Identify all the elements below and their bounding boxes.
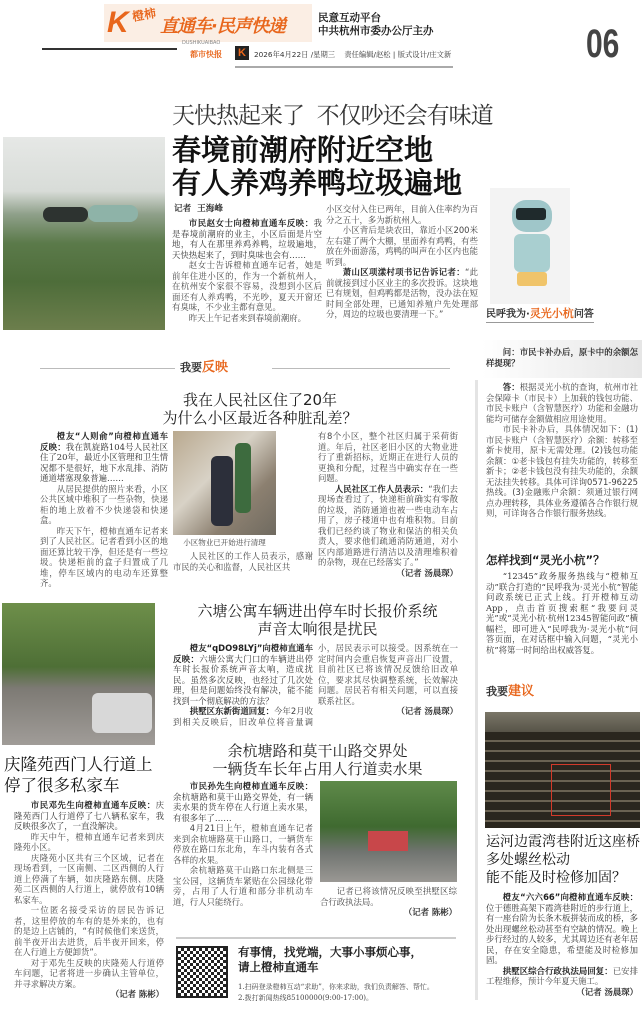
section-suggest-highlight: 建议 xyxy=(508,684,535,699)
logo-title: 直通车·民声快递 xyxy=(160,16,285,37)
issue-editor: 责任编辑/赵松 xyxy=(344,50,391,59)
story6-quote: 位于德胜高架下霞湾巷附近的步行道上，有一座台阶为长条木板拼装而成的桥，多处出现螺丝松动甚至有空缺的情况。晚上步行经过的人较多，尤其周边还有老年居民，存在安全隐患，希望能及时检修加固。 xyxy=(486,902,638,965)
story3-headline xyxy=(170,602,465,638)
lead-headline-1: 春境前潮府附近空地 xyxy=(172,133,434,167)
story4-source: 市民邓先生向橙柿直通车反映： xyxy=(30,800,156,810)
section-rule-right xyxy=(272,368,450,369)
qa-caption-highlight: 灵光小杭 xyxy=(529,307,574,320)
story4-byline: （记者 陈彬） xyxy=(110,989,164,999)
story4-body xyxy=(14,800,164,1000)
story4-photo-street xyxy=(2,603,155,745)
promo-line1: 1.扫码登录橙柿互动“求助”，你来求助，我们负责解答、帮忙。 xyxy=(238,983,434,991)
howto-text: “12345”政务服务热线与“橙柿互动”联合打造的“民呼我为·灵光小杭”智能问政系统已正式上线。打开橙柿互动App，点击首页搜索框“我要问灵光”或“灵光小杭·杭州12345智能问政”横幅栏，即可进入“民呼我为·灵光小杭”问答页面，在对话框中输入问题，“灵光小杭”将第一时间给出权威答复。 xyxy=(486,571,638,655)
story6-body xyxy=(486,892,638,997)
qa-question: 问：市民卡补办后，原卡中的余额怎样提现？ xyxy=(486,347,638,368)
column-divider xyxy=(475,380,478,1000)
platform-line1: 民意互动平台 xyxy=(318,12,381,24)
qa-caption-prefix: 民呼我为· xyxy=(486,309,530,320)
story2-p4: 有8个小区，整个社区归属于采荷街道。年后，社区老旧小区的大物业进行了重新招标，近期正在进行人员的更换和分配，过程当中确实存在一些问题。 xyxy=(318,431,458,483)
platform-line2: 中共杭州市委办公厅主办 xyxy=(318,25,434,37)
story5-caption xyxy=(320,886,457,918)
story2-col3 xyxy=(318,431,458,578)
story3-source: 橙友“qDO98LYj”向橙柿直通车反映： xyxy=(173,643,313,664)
story2-headline-2: 为什么小区最近各种脏乱差？ xyxy=(162,409,358,427)
lead-quote: 我是春境前潮府的业主，小区后面是片空地，有人在那里养鸡养鸭，垃圾遍地，天快热起来了，到时臭味也会有…… xyxy=(172,218,322,260)
story5-p2: 余杭塘路莫干山路口东北侧是三宝公园，这辆货车紧贴在公园绿化带旁，占用了人行道和部分非机动车道，行人只能绕行。 xyxy=(173,865,313,907)
story2-source: 橙友“人则俞”向橙柿直通车反映： xyxy=(40,431,168,452)
paper-name: 都市快报 xyxy=(190,50,222,59)
story4-headline xyxy=(4,754,153,796)
section-report-highlight: 反映 xyxy=(202,360,229,375)
lead-source: 市民赵女士向橙柿直通车反映： xyxy=(188,218,314,228)
lead-col1-p1: 赵女士告诉橙柿直通车记者，她是前年住进小区的，作为一个新杭州人，在杭州安个家很不容易，没想到小区后面还有人养鸡鸭，不光吵，夏天开窗还有臭味，不少业主都有意见。 xyxy=(172,260,322,312)
story3-quote: 六塘公寓大门口的车辆进出停车时长报价系统声音太响，造成扰民。虽然多次反映，也经过了几次处理，但是问题始终没有解决，能不能找到一个彻底解决的方法？ xyxy=(173,653,314,706)
lead-byline: 记者 王海峰 xyxy=(174,204,223,214)
story5-photo-caption: 记者已将该情况反映至拱墅区综合行政执法局。 xyxy=(320,886,457,907)
story4-p1: 昨天中午，橙柿直通车记者来到庆隆苑小区。 xyxy=(14,831,164,852)
story5-byline: （记者 陈彬） xyxy=(403,907,457,917)
story5-photo-truck xyxy=(320,781,457,882)
story3-byline: （记者 汤晨琛） xyxy=(396,706,458,716)
issue-date: 2026年4月22日 /星期三 xyxy=(254,50,336,59)
story2-col1 xyxy=(40,431,168,589)
lead-col2-p2: 小区背后是块农田，靠近小区200米左右建了两个大棚，里面养有鸡鸭，有些放在外面游荡，鸡鸭的叫声在小区内也能听到。 xyxy=(326,225,478,267)
logo-k: K xyxy=(107,6,129,39)
promo-headline-2: 请上橙柿直通车 xyxy=(238,960,319,974)
story2-source2: 人民社区工作人员表示： xyxy=(334,483,429,494)
story2-p3: 人民社区的工作人员表示，感谢市民的关心和监督，人民社区共 xyxy=(173,551,313,572)
promo-lines xyxy=(238,982,434,1004)
story6-p1: 已安排工程维修，预计今年夏天施工。 xyxy=(486,965,639,986)
section-suggest-prefix: 我要 xyxy=(486,685,508,698)
story6-headline xyxy=(486,833,640,887)
story5-headline-1: 余杭塘路和莫干山路交界处 xyxy=(227,742,408,760)
lead-kicker: 天快热起来了 不仅吵还会有味道 xyxy=(172,103,493,129)
story6-headline-3: 能不能及时检修加固？ xyxy=(486,870,626,886)
qa-caption xyxy=(486,307,594,323)
story5-body xyxy=(173,781,313,907)
lead-headline-2: 有人养鸡养鸭垃圾遍地 xyxy=(172,166,463,200)
promo-headline-1: 有事情，找党端，大事小事烦心事， xyxy=(238,945,422,959)
section-rule-left xyxy=(40,368,175,369)
publisher-info xyxy=(318,12,434,38)
lead-col2-source: 萧山区项漾村项书记告诉记者： xyxy=(342,267,465,277)
lead-col1-p2: 昨天上午记者来到春境前潮府。 xyxy=(188,312,307,323)
qa-answer-lead: 答： xyxy=(502,382,520,392)
story2-photo xyxy=(173,431,276,535)
qa-caption-suffix: 问答 xyxy=(573,309,594,320)
paper-small: DUSHIKUAIBAO xyxy=(182,40,221,46)
section-suggest-label xyxy=(486,684,534,700)
section-report-prefix: 我要 xyxy=(180,361,202,374)
lead-col2 xyxy=(326,204,478,320)
story6-headline-2: 多处螺丝松动 xyxy=(486,852,570,868)
promo-headline xyxy=(238,945,422,975)
story5-headline-2: 一辆货车长年占用人行道卖水果 xyxy=(212,760,423,778)
story5-quote: 余杭塘路和莫干山路交界处，有一辆卖水果的货车停在人行道上卖水果，有很多年了…… xyxy=(173,791,313,823)
qa-answer-p1: 根据灵光小杭的查询，杭州市社会保障卡（市民卡）上加载的钱包功能、市民卡账户（含智慧医疗）功能和金融功能均可储存金额做相应用途使用。 xyxy=(486,382,639,424)
story6-byline: （记者 汤晨琛） xyxy=(576,986,638,997)
story2-quote: 我在凯旋路104号人民社区住了20年，最近小区管理和卫生情况都不是很好，地下水乱排、消防通道堵塞现象普遍…… xyxy=(40,441,168,483)
story2-headline xyxy=(100,391,420,427)
story3-body xyxy=(173,643,458,727)
qa-answer xyxy=(486,382,638,519)
story2-col2 xyxy=(173,551,313,572)
promo-hotline: 2.拨打新闻热线85100000(9:00-17:00)。 xyxy=(238,994,374,1002)
logo-brand: 橙柿 xyxy=(131,6,158,24)
story2-p1: 从居民提供的照片来看，小区公共区域中堆积了一些杂物，快递柜的地上放着不少快递袋和快递盒。 xyxy=(40,483,168,525)
issue-info: 2026年4月22日 /星期三 责任编辑/赵松 | 版式设计/庄文新 xyxy=(254,50,452,59)
qa-answer-p2: 市民卡补办后，具体情况如下：(1)市民卡账户（含智慧医疗）余额：转移至新卡使用，原卡无需处理。(2)钱包功能余额：①老卡钱包有挂失功能的，转移至新卡；②老卡钱包没有挂失功能的，余额无法挂失转移。具体可详询0571-96225热线。(3)金融账户余额：须通过银行网点办理转移，具体业务遵循各合作银行规则，可详询各合作银行服务热线。 xyxy=(486,424,638,518)
lead-col2-p1: 小区交付入住已两年，目前入住率约为百分之五十，多为新杭州人。 xyxy=(326,204,478,225)
story3-headline-1: 六塘公寓车辆进出停车时长报价系统 xyxy=(197,602,438,620)
story4-p2: 庆隆苑小区共有三个区域，记者在现场看到，一区南侧、二区西侧的人行道上停满了车辆，如庆隆路东侧、庆隆苑二区西侧的人行道上，就停放有10辆私家车。 xyxy=(14,852,164,905)
story4-headline-2: 停了很多私家车 xyxy=(4,776,120,795)
story4-quote: 庆隆苑西门人行道停了七八辆私家车，我反映很多次了，一直没解决。 xyxy=(14,800,164,831)
story4-p3: 一位匿名接受采访的居民告诉记者，这里停放的车有的是外来的，也有的是边上店铺的，“有时候他们来送货，前半夜开出去进货，后半夜开回来，停在人行道上方便卸货”。 xyxy=(14,905,164,957)
header-underline xyxy=(235,66,453,68)
lead-photo-field xyxy=(3,137,165,330)
howto-title: 怎样找到“灵光小杭”？ xyxy=(486,553,605,567)
story2-byline: （记者 汤晨琛） xyxy=(396,567,458,578)
story2-photo-caption: 小区物业已开始进行清理 xyxy=(183,538,266,547)
lead-headline xyxy=(172,134,462,200)
story5-p1: 4月21日上午，橙柿直通车记者来到余杭塘路莫干山路口，一辆货车停放在路口东北角，车斗内装有各式各样的水果。 xyxy=(173,823,313,865)
paper-k-icon: K xyxy=(235,46,249,60)
story5-source: 市民孙先生向橙柿直通车反映： xyxy=(189,781,313,791)
story4-headline-1: 庆隆苑西门人行道上 xyxy=(4,755,153,774)
story4-p4: 对于邓先生反映的庆隆苑人行道停车问题，记者将进一步确认主管单位，并寻求解决方案。 xyxy=(14,957,164,989)
story2-p5: “我们去现场查看过了，快递柜前确实有零散的垃圾，消防通道也被一些电动车占用了，房子楼道中也有堆积物。目前我们已经约谈了物业和保洁的相关负责人，要求他们疏通消防通道，对小区内部道路进行清洁以及清理堆积着的杂物，现在已经落实了。” xyxy=(318,483,458,567)
story5-headline xyxy=(170,742,465,778)
story2-headline-1: 我在人民社区住了20年 xyxy=(182,391,338,409)
story6-headline-1: 运河边霞湾巷附近这座桥 xyxy=(486,834,640,850)
robot-mascot-image xyxy=(490,188,570,304)
header-rule xyxy=(42,48,177,50)
bridge-photo xyxy=(485,712,640,828)
qr-code-icon[interactable] xyxy=(176,946,228,998)
masthead-logo xyxy=(104,4,312,42)
lead-col2-p3: “此前就接到过小区业主的多次投诉。这块地已有规划，但鸡鸭都是活物，没办法在短时间全部处理，已通知养殖户先处理部分，周边的垃圾也要清理一下。” xyxy=(326,267,479,319)
lead-col1 xyxy=(172,218,322,323)
section-report-label xyxy=(180,360,228,376)
page-number: 06 xyxy=(586,22,620,66)
story3-source2: 拱墅区东新街道回复： xyxy=(189,706,274,716)
story6-source: 橙友“六六66”向橙柿直通车反映： xyxy=(502,892,638,902)
story2-p2: 昨天下午，橙柿直通车记者来到了人民社区。记者看到小区的地面还算比较干净，但还是有一些垃圾。快递柜前的盒子归置成了几堆，停车区域内的电动车还算整齐。 xyxy=(40,525,168,588)
story3-headline-2: 声音太响很是扰民 xyxy=(257,620,378,638)
issue-designer: 版式设计/庄文新 xyxy=(397,50,452,59)
story3-p1: 今年2月收到相关反映后，旧改单位将音量调小，居民表示可以接受。因系统在一定时间内会重启恢复声音出厂设置，目前社区已将该情况反馈给旧改单位，要求其尽快调整系统，长效解决问题。居民若有相关问题，可以直接联系社区。 xyxy=(173,643,458,727)
promo-rule xyxy=(176,937,456,939)
story6-source2: 拱墅区综合行政执法局回复： xyxy=(502,965,613,976)
